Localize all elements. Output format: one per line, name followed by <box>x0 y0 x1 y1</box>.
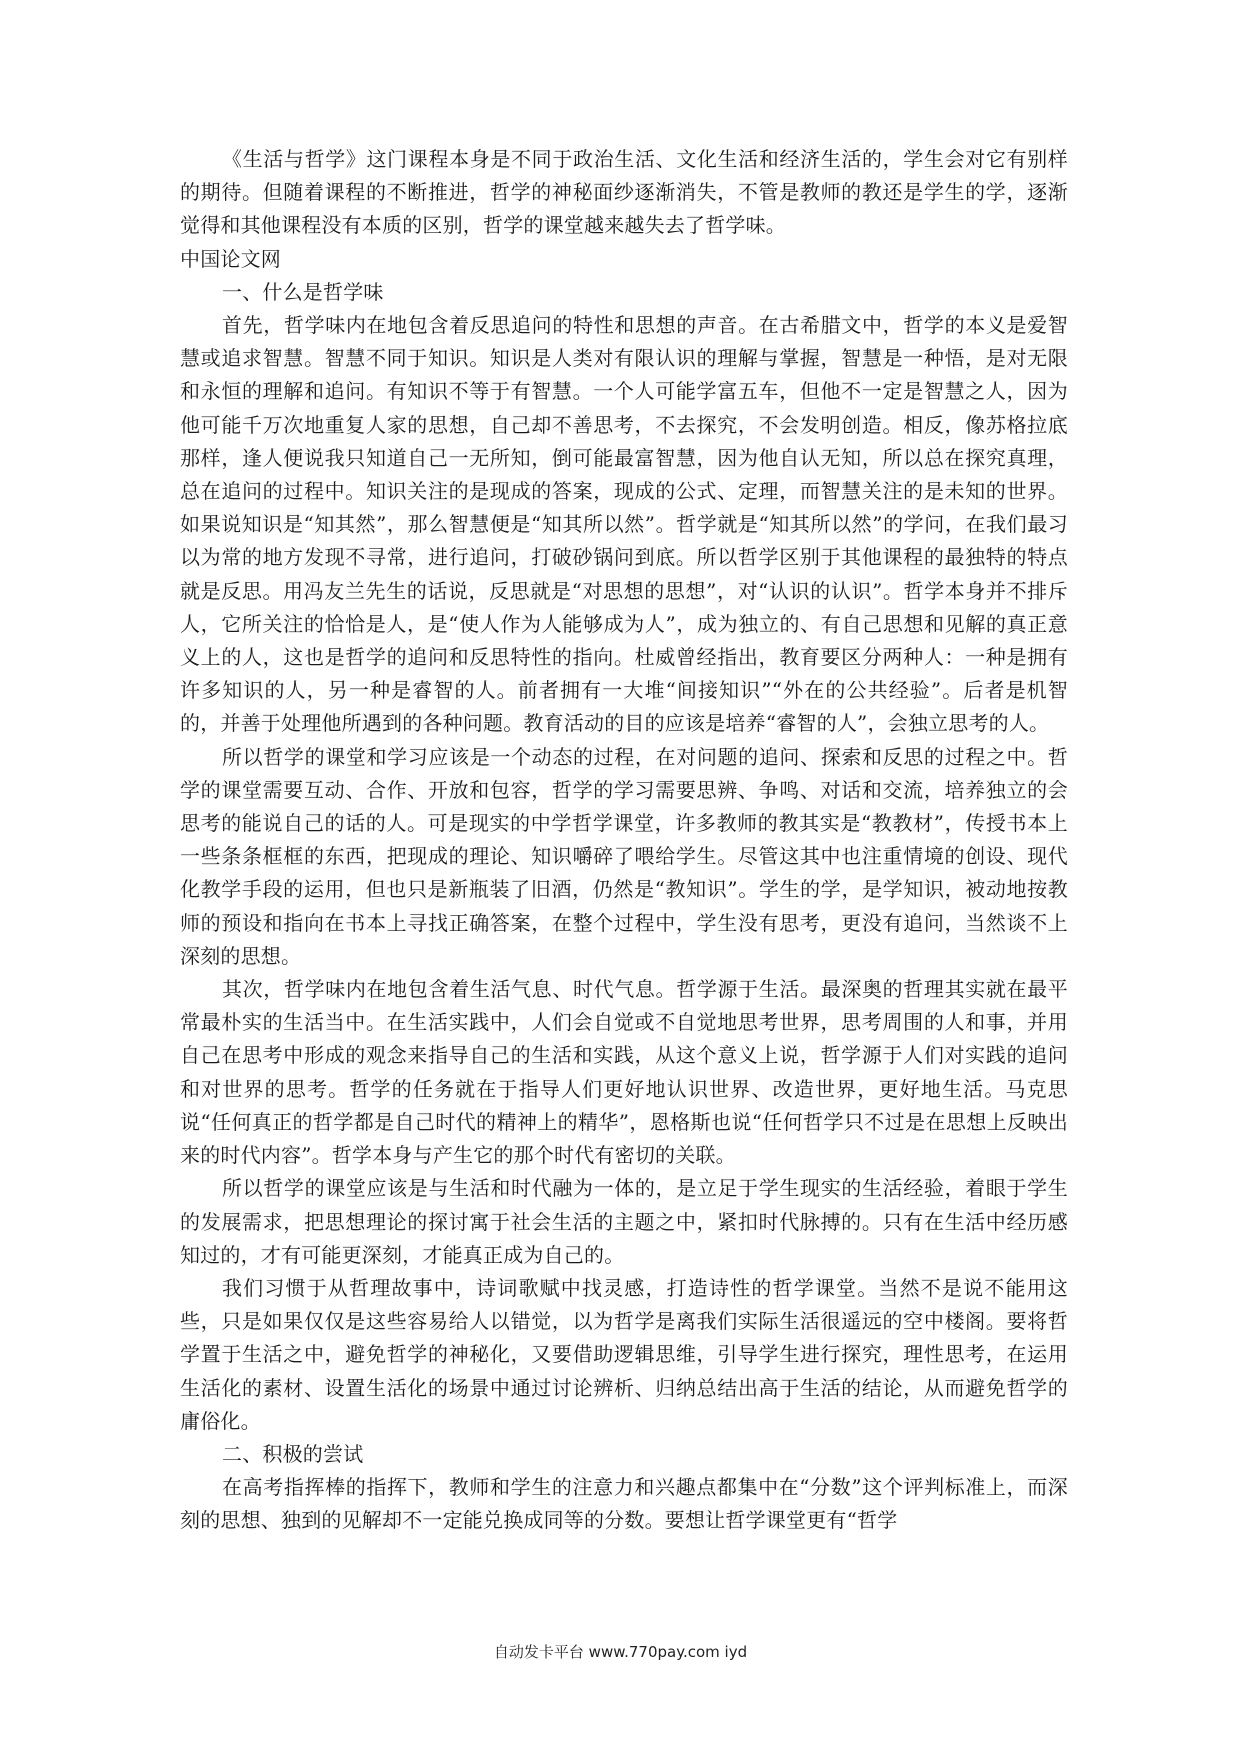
section-heading-1: 一、什么是哲学味 <box>222 279 384 304</box>
paragraph: 所以哲学的课堂应该是与生活和时代融为一体的，是立足于学生现实的生活经验，着眼于学生的发展需求，把思想理论的探讨寓于社会生活的主题之中，紧扣时代脉搏的。只有在生活中经历感知过的，才有可能更深刻，才能真正成为自己的。 <box>180 1176 1068 1267</box>
paragraph: 首先，哲学味内在地包含着反思追问的特性和思想的声音。在古希腊文中，哲学的本义是爱智慧或追求智慧。智慧不同于知识。知识是人类对有限认识的理解与掌握，智慧是一种悟，是对无限和永恒的理解和追问。有知识不等于有智慧。一个人可能学富五车，但他不一定是智慧之人，因为他可能千万次地重复人家的思想，自己却不善思考，不去探究，不会发明创造。相反，像苏格拉底那样，逢人便说我只知道自己一无所知，倒可能最富智慧，因为他自认无知，所以总在探究真理，总在追问的过程中。知识关注的是现成的答案，现成的公式、定理，而智慧关注的是未知的世界。如果说知识是“知其然”，那么智慧便是“知其所以然”。哲学就是“知其所以然”的学问，在我们最习以为常的地方发现不寻常，进行追问，打破砂锅问到底。所以哲学区别于其他课程的最独特的特点就是反思。用冯友兰先生的话说，反思就是“对思想的思想”，对“认识的认识”。哲学本身并不排斥人，它所关注的恰恰是人，是“使人作为人能够成为人”，成为独立的、有自己思想和见解的真正意义上的人，这也是哲学的追问和反思特性的指向。杜威曾经指出，教育要区分两种人：一种是拥有许多知识的人，另一种是睿智的人。前者拥有一大堆“间接知识”“外在的公共经验”。后者是机智的，并善于处理他所遇到的各种问题。教育活动的目的应该是培养“睿智的人”，会独立思考的人。 <box>180 313 1068 736</box>
paragraph: 所以哲学的课堂和学习应该是一个动态的过程，在对问题的追问、探索和反思的过程之中。哲学的课堂需要互动、合作、开放和包容，哲学的学习需要思辨、争鸣、对话和交流，培养独立的会思考的能说自己的话的人。可是现实的中学哲学课堂，许多教师的教其实是“教教材”，传授书本上一些条条框框的东西，把现成的理论、知识嚼碎了喂给学生。尽管这其中也注重情境的创设、现代化教学手段的运用，但也只是新瓶装了旧酒，仍然是“教知识”。学生的学，是学知识，被动地按教师的预设和指向在书本上寻找正确答案，在整个过程中，学生没有思考，更没有追问，当然谈不上深刻的思想。 <box>180 744 1068 968</box>
paragraph-intro: 《生活与哲学》这门课程本身是不同于政治生活、文化生活和经济生活的，学生会对它有别样的期待。但随着课程的不断推进，哲学的神秘面纱逐渐消失，不管是教师的教还是学生的学，逐渐觉得和其他课程没有本质的区别，哲学的课堂越来越失去了哲学味。 <box>180 147 1068 238</box>
paragraph: 我们习惯于从哲理故事中，诗词歌赋中找灵感，打造诗性的哲学课堂。当然不是说不能用这些，只是如果仅仅是这些容易给人以错觉，以为哲学是离我们实际生活很遥远的空中楼阁。要将哲学置于生活之中，避免哲学的神秘化，又要借助逻辑思维，引导学生进行探究，理性思考，在运用生活化的素材、设置生活化的场景中通过讨论辨析、归纳总结出高于生活的结论，从而避免哲学的庸俗化。 <box>180 1275 1068 1433</box>
paragraph: 其次，哲学味内在地包含着生活气息、时代气息。哲学源于生活。最深奥的哲理其实就在最平常最朴实的生活当中。在生活实践中，人们会自觉或不自觉地思考世界，思考周围的人和事，并用自己在思考中形成的观念来指导自己的生活和实践，从这个意义上说，哲学源于人们对实践的追问和对世界的思考。哲学的任务就在于指导人们更好地认识世界、改造世界，更好地生活。马克思说“任何真正的哲学都是自己时代的精神上的精华”，恩格斯也说“任何哲学只不过是在思想上反映出来的时代内容”。哲学本身与产生它的那个时代有密切的关联。 <box>180 977 1068 1168</box>
page-footer: 自动发卡平台 www.770pay.com iyd <box>493 1643 748 1661</box>
section-heading-2: 二、积极的尝试 <box>222 1441 364 1466</box>
paragraph: 在高考指挥棒的指挥下，教师和学生的注意力和兴趣点都集中在“分数”这个评判标准上，而深刻的思想、独到的见解却不一定能兑换成同等的分数。要想让哲学课堂更有“哲学 <box>180 1475 1068 1533</box>
source-label: 中国论文网 <box>180 246 281 271</box>
document-body <box>180 143 1068 1538</box>
